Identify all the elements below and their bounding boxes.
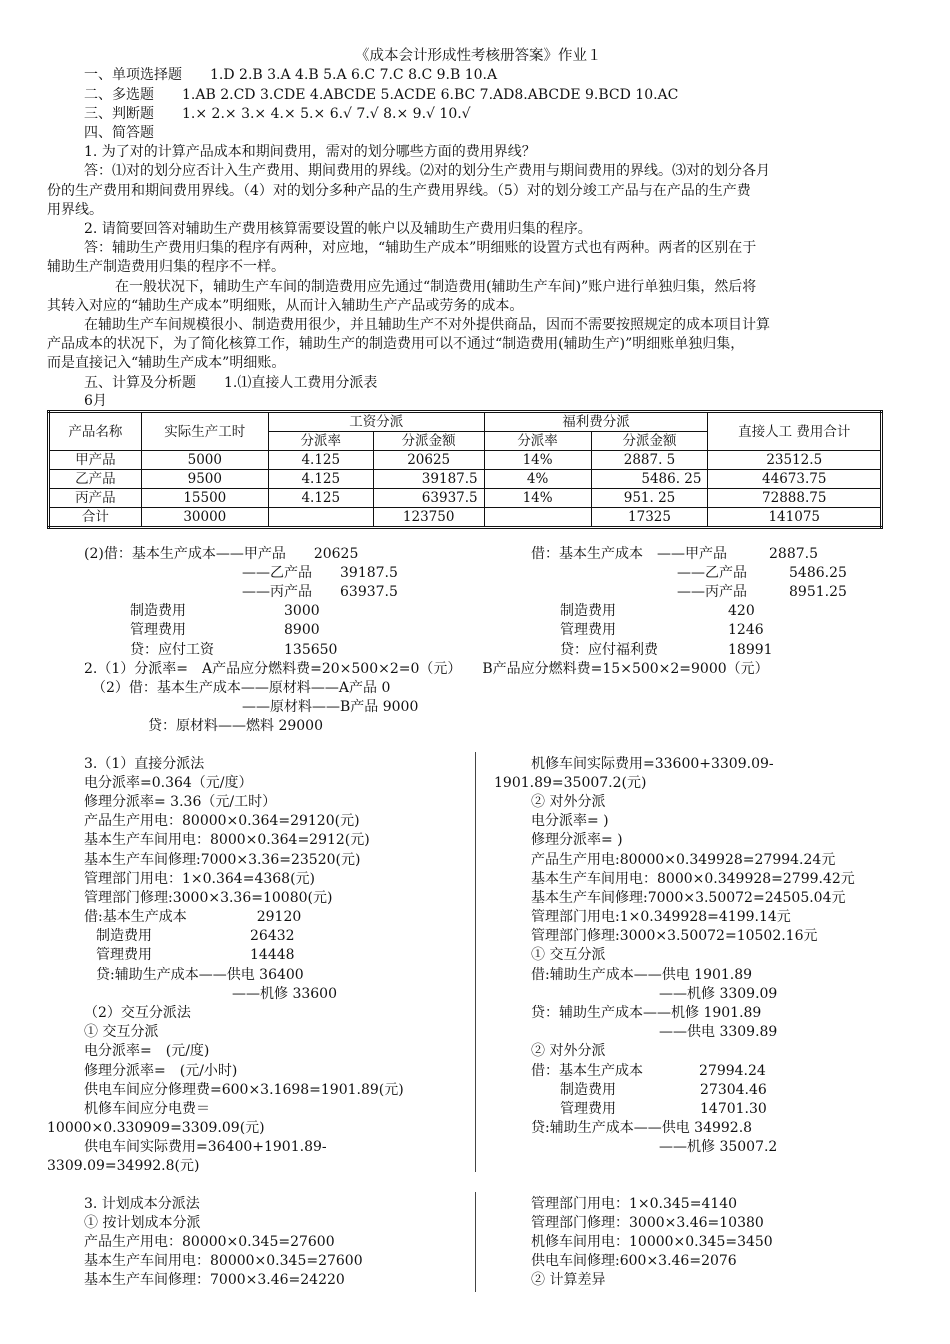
header-welfare-rate: 分派率: [484, 432, 591, 451]
entry-line: (2)借：基本生产成本——甲产品 20625: [84, 546, 359, 562]
cell: 4.125: [268, 489, 373, 508]
entry-line: 制造费用 420: [560, 603, 755, 619]
answer-2-line: 产品成本的状况下，为了简化核算工作，辅助生产的制造费用可以不通过“制造费用(辅助生产)”明细账单独归集，: [47, 336, 745, 352]
calc-line: 管理部门修理:3000×3.50072=10502.16元: [531, 928, 818, 944]
cell: 9500: [141, 470, 268, 489]
cell: 合计: [49, 508, 142, 528]
cell: 4.125: [268, 470, 373, 489]
calc-line: 供电车间实际费用=36400+1901.89-: [84, 1139, 327, 1155]
answer-1-line: 用界线。: [47, 202, 103, 218]
fuel-line: （2）借：基本生产成本——原材料——A产品 0: [92, 680, 391, 696]
calc-line: 基本生产车间用电：8000×0.364=2912(元): [84, 832, 370, 848]
page-title: 《成本会计形成性考核册答案》作业１: [355, 48, 602, 64]
calc-line: 管理部门修理:3000×3.36=10080(元): [84, 890, 333, 906]
fuel-line: 2.（1）分派率= A产品应分燃料费=20×500×2=0（元） B产品应分燃料费=15×500×2=9000（元）: [84, 661, 769, 677]
table-row: [49, 489, 882, 508]
cell: 17325: [591, 508, 708, 528]
cell: 23512.5: [708, 451, 882, 470]
entry-line: ——丙产品 8951.25: [677, 584, 847, 600]
answer-2-line: 辅助生产制造费用归集的程序不一样。: [47, 259, 285, 275]
calc-line: 基本生产车间修理：7000×3.46=24220: [84, 1272, 345, 1288]
cell: 15500: [141, 489, 268, 508]
answer-2-line: 答：辅助生产费用归集的程序有两种，对应地，“辅助生产成本”明细账的设置方式也有两种。两者的区别在于: [84, 240, 757, 256]
cell: 丙产品: [49, 489, 142, 508]
calc-line: 电分派率= (元/度): [84, 1043, 210, 1059]
calc-line: 供电车间修理:600×3.46=2076: [531, 1253, 737, 1269]
table-row: [49, 451, 882, 470]
cell: [268, 508, 373, 528]
header-wage-amount: 分派金额: [373, 432, 484, 451]
calc-line: 管理部门用电:1×0.349928=4199.14元: [531, 909, 791, 925]
calc-line: 3. 计划成本分派法: [84, 1196, 200, 1212]
single-choice-answers: 一、单项选择题 1.D 2.B 3.A 4.B 5.A 6.C 7.C 8.C 9.B 10.A: [84, 67, 498, 83]
cell: 5000: [141, 451, 268, 470]
table-row-total: [49, 508, 882, 528]
calc-line: 10000×0.330909=3309.09(元): [47, 1120, 265, 1136]
calc-line: 修理分派率= (元/小时): [84, 1063, 238, 1079]
cell: 20625: [373, 451, 484, 470]
cell: 4.125: [268, 451, 373, 470]
cell: 951. 25: [591, 489, 708, 508]
cell: 72888.75: [708, 489, 882, 508]
calc-line: 机修车间实际费用=33600+3309.09-: [531, 756, 774, 772]
cell: 甲产品: [49, 451, 142, 470]
entry-line: 借：基本生产成本 ——甲产品 2887.5: [531, 546, 818, 562]
calc-line: ① 交互分派: [531, 947, 606, 963]
header-product: 产品名称: [49, 412, 142, 451]
calc-line: ——供电 3309.89: [659, 1024, 778, 1040]
entry-line: 管理费用 8900: [130, 622, 320, 638]
calc-line: 电分派率= ): [531, 813, 609, 829]
answer-2-line: 在一般状况下，辅助生产车间的制造费用应先通过“制造费用(辅助生产车间)”账户进行单独归集，然后将: [115, 279, 757, 295]
entry-line: 贷：应付福利费 18991: [560, 642, 773, 658]
calc-line: 借:辅助生产成本——供电 1901.89: [531, 967, 753, 983]
calc-line: 基本生产车间用电：80000×0.345=27600: [84, 1253, 363, 1269]
cell: 123750: [373, 508, 484, 528]
answer-2-line: 在辅助生产车间规模很小、制造费用很少，并且辅助生产不对外提供商品，因而不需要按照规定的成本项目计算: [84, 317, 770, 333]
header-welfare-amount: 分派金额: [591, 432, 708, 451]
calc-line: ——机修 35007.2: [659, 1139, 778, 1155]
calc-line: 制造费用 26432: [96, 928, 295, 944]
cell: 63937.5: [373, 489, 484, 508]
calc-line: ② 对外分派: [531, 1043, 606, 1059]
question-1: 1. 为了对的计算产品成本和期间费用，需对的划分哪些方面的费用界线？: [84, 144, 536, 160]
calc-line: 管理费用 14448: [96, 947, 295, 963]
cell: 30000: [141, 508, 268, 528]
calc-line: 产品生产用电：80000×0.345=27600: [84, 1234, 335, 1250]
calc-line: ① 交互分派: [84, 1024, 159, 1040]
answer-1-line: 答：⑴对的划分应否计入生产费用、期间费用的界线。⑵对的划分生产费用与期间费用的界线。⑶对的划分各月: [84, 163, 770, 179]
calc-line: 1901.89=35007.2(元): [494, 775, 647, 791]
calc-line: 管理部门修理：3000×3.46=10380: [531, 1215, 764, 1231]
calc-line: 贷:辅助生产成本——供电 34992.8: [531, 1120, 753, 1136]
calc-line: 借：基本生产成本 27994.24: [531, 1063, 766, 1079]
entry-line: 制造费用 3000: [130, 603, 320, 619]
fuel-line: ——原材料——B产品 9000: [242, 699, 419, 715]
column-divider: [475, 1192, 476, 1292]
answer-2-line: 其转入对应的“辅助生产成本”明细账，从而计入辅助生产产品或劳务的成本。: [47, 298, 524, 314]
calc-line: 管理费用 14701.30: [560, 1101, 767, 1117]
cell: 乙产品: [49, 470, 142, 489]
answer-2-line: 而是直接记入“辅助生产成本”明细账。: [47, 355, 286, 371]
calc-line: 机修车间用电：10000×0.345=3450: [531, 1234, 773, 1250]
cell: 44673.75: [708, 470, 882, 489]
question-2: 2. 请简要回答对辅助生产费用核算需要设置的帐户以及辅助生产费用归集的程序。: [84, 221, 592, 237]
cell: 141075: [708, 508, 882, 528]
calc-section-heading: 五、计算及分析题 1.⑴直接人工费用分派表: [84, 375, 378, 391]
multi-choice-answers: 二、多选题 1.AB 2.CD 3.CDE 4.ABCDE 5.ACDE 6.BC 7.AD8.ABCDE 9.BCD 10.AC: [84, 87, 679, 103]
judgement-answers: 三、判断题 1.× 2.× 3.× 4.× 5.× 6.√ 7.√ 8.× 9.√ 10.√: [84, 106, 471, 122]
cell: 2887. 5: [591, 451, 708, 470]
column-divider: [475, 752, 476, 1172]
calc-line: 供电车间应分修理费=600×3.1698=1901.89(元): [84, 1082, 404, 1098]
header-welfare: 福利费分派: [484, 412, 708, 432]
entry-line: ——乙产品 5486.25: [677, 565, 847, 581]
calc-line: 借:基本生产成本 29120: [84, 909, 302, 925]
labor-cost-table: [47, 410, 883, 529]
calc-line: ② 计算差异: [531, 1272, 606, 1288]
calc-line: 管理部门用电：1×0.364=4368(元): [84, 871, 315, 887]
calc-line: 管理部门用电：1×0.345=4140: [531, 1196, 738, 1212]
header-wage-rate: 分派率: [268, 432, 373, 451]
calc-line: ——机修 3309.09: [659, 986, 778, 1002]
answer-1-line: 份的生产费用和期间费用界线。（4）对的划分多种产品的生产费用界线。（5）对的划分竣工产品与在产品的生产费: [47, 183, 751, 199]
header-wage: 工资分派: [268, 412, 484, 432]
calc-line: （2）交互分派法: [84, 1005, 191, 1021]
calc-line: ② 对外分派: [531, 794, 606, 810]
cell: 14%: [484, 489, 591, 508]
cell: 14%: [484, 451, 591, 470]
calc-line: 制造费用 27304.46: [560, 1082, 767, 1098]
short-answer-heading: 四、简答题: [84, 125, 154, 141]
calc-line: 3309.09=34992.8(元): [47, 1158, 200, 1174]
calc-line: 机修车间应分电费＝: [84, 1101, 210, 1117]
cell: [484, 508, 591, 528]
calc-line: 3.（1）直接分派法: [84, 756, 205, 772]
entry-line: 贷：应付工资 135650: [130, 642, 338, 658]
header-total: 直接人工 费用合计: [708, 412, 882, 451]
table-row: [49, 470, 882, 489]
calc-line: 产品生产用电:80000×0.349928=27994.24元: [531, 852, 836, 868]
entry-line: ——丙产品 63937.5: [242, 584, 398, 600]
calc-line: 基本生产车间用电：8000×0.349928=2799.42元: [531, 871, 855, 887]
entry-line: 管理费用 1246: [560, 622, 764, 638]
cell: 39187.5: [373, 470, 484, 489]
calc-line: ① 按计划成本分派: [84, 1215, 201, 1231]
calc-line: 电分派率=0.364（元/度）: [84, 775, 253, 791]
calc-line: ——机修 33600: [232, 986, 337, 1002]
table-month: 6月: [84, 393, 107, 409]
entry-line: ——乙产品 39187.5: [242, 565, 398, 581]
calc-line: 贷：辅助生产成本——机修 1901.89: [531, 1005, 762, 1021]
calc-line: 基本生产车间修理:7000×3.36=23520(元): [84, 852, 361, 868]
calc-line: 产品生产用电：80000×0.364=29120(元): [84, 813, 360, 829]
calc-line: 修理分派率= 3.36（元/工时）: [84, 794, 277, 810]
header-hours: 实际生产工时: [141, 412, 268, 451]
fuel-line: 贷：原材料——燃料 29000: [148, 718, 323, 734]
calc-line: 贷:辅助生产成本——供电 36400: [96, 967, 304, 983]
calc-line: 基本生产车间修理:7000×3.50072=24505.04元: [531, 890, 846, 906]
cell: 4%: [484, 470, 591, 489]
cell: 5486. 25: [591, 470, 708, 489]
calc-line: 修理分派率= ): [531, 832, 623, 848]
